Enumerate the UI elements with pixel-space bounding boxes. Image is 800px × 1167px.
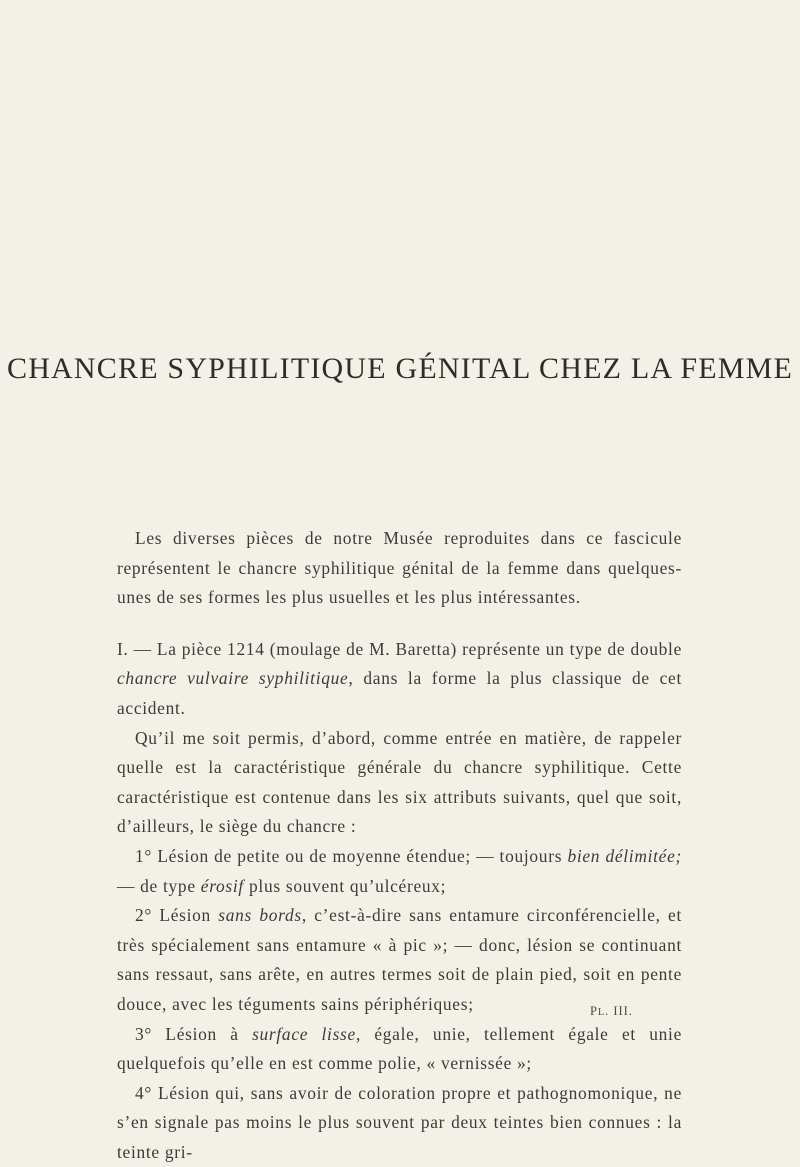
attribute-1-italic-a: bien délimitée; [567,845,682,866]
attribute-2-text-a: 2° Lésion [135,905,219,926]
plate-reference [590,1004,633,1019]
attribute-2-text-b: , c’est-à-dire sans entamure circonférencielle, et très spécialement sans entamure « à pic »; — donc, lésion se continuant sans ressaut, sans arête, en autres termes soit de plain pied, soit en pente douce, avec les téguments sains périphériques; [117,905,682,1014]
plate-number: . III. [605,1004,633,1018]
attribute-3-italic: surface lisse [252,1023,356,1044]
attribute-2-italic: sans bords [218,905,302,926]
section-1-text: I. — La pièce 1214 (moulage de M. Baretta) représente un type de double [117,638,682,659]
paragraph-characteristics: Qu’il me soit permis, d’abord, comme entrée en matière, de rappeler quelle est la caractéristique générale du chancre syphilitique. Cette caractéristique est contenue dans les six attributs suivants, quel que soit, d’ailleurs, le siège du chancre : [117,727,682,837]
body-text [117,524,682,1167]
section-1-text-end: , dans la forme la plus classique de cet accident. [117,668,682,718]
paragraph-attribute-4: 4° Lésion qui, sans avoir de coloration propre et pathognomonique, ne s’en signale pas moins le plus souvent par deux teintes bien connues : la teinte gri- [117,1082,682,1162]
section-1-italic: chancre vulvaire syphilitique [117,668,349,689]
attribute-1-text-c: plus souvent qu’ulcéreux; [243,875,447,896]
plate-smallcaps: L [597,1007,606,1018]
attribute-1-text-a: 1° Lésion de petite ou de moyenne étendue; — toujours [135,845,568,866]
paragraph-attribute-3 [117,1020,682,1079]
paragraph-attribute-2 [117,901,682,1019]
page-title: CHANCRE SYPHILITIQUE GÉNITAL CHEZ LA FEMME [6,352,793,385]
paragraph-section-1 [117,635,682,724]
paragraph-attribute-1 [117,842,682,901]
attribute-3-text-a: 3° Lésion à [135,1023,253,1044]
attribute-3-text-b: , égale, unie, tellement égale et unie quelquefois qu’elle en est comme polie, « vernissée »; [117,1023,682,1074]
attribute-1-italic-b: érosif [200,875,244,896]
attribute-1-text-b: — de type [117,875,201,896]
plate-prefix: P [590,1004,598,1018]
paragraph-intro: Les diverses pièces de notre Musée reproduites dans ce fascicule représentent le chancre syphilitique génital de la femme dans quelques-unes de ses formes les plus usuelles et les plus intéressantes. [117,528,682,608]
